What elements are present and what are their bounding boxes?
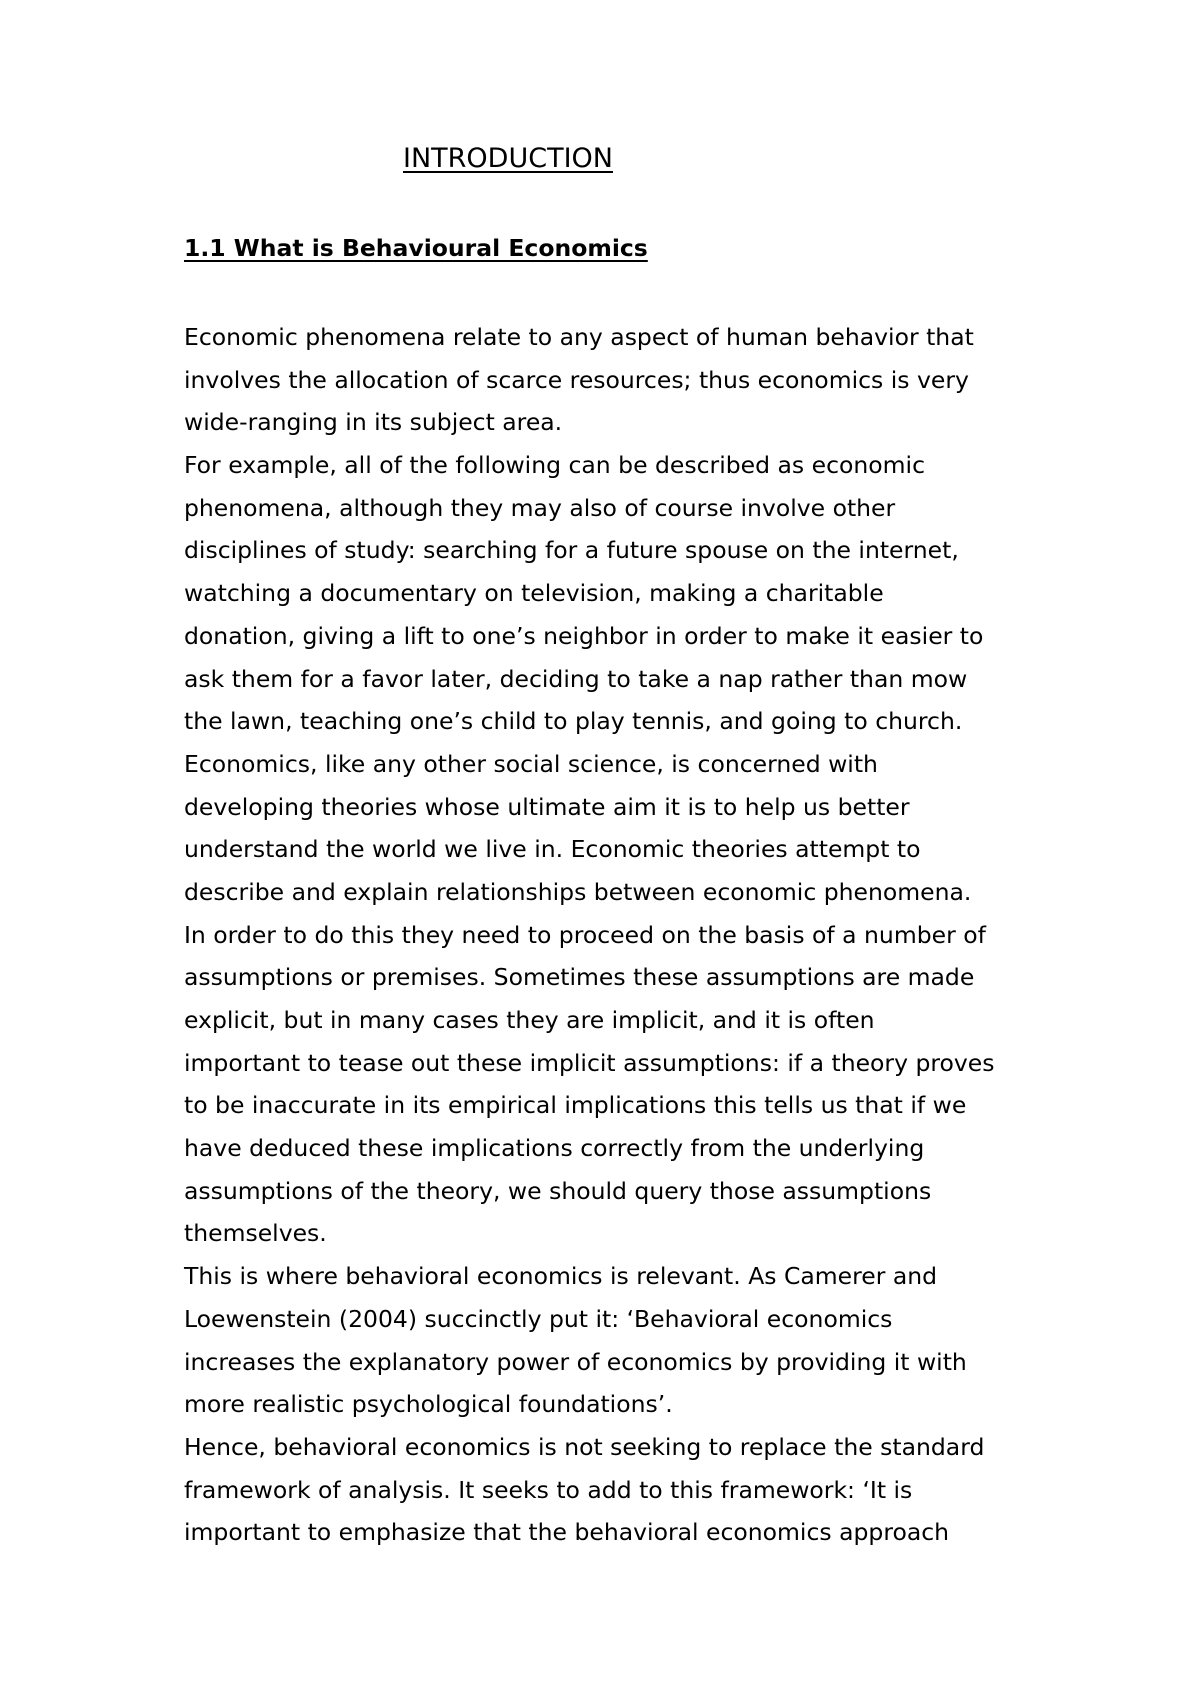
body-line: assumptions or premises. Sometimes these assumptions are made [184,963,975,992]
body-line: framework of analysis. It seeks to add to this framework: ‘It is [184,1475,913,1504]
body-line: explicit, but in many cases they are implicit, and it is often [184,1006,875,1034]
body-line: Loewenstein (2004) succinctly put it: ‘Behavioral economics [184,1304,893,1333]
body-line: This is where behavioral economics is relevant. As Camerer and [184,1262,938,1291]
body-line: the lawn, teaching one’s child to play tennis, and going to church. [184,707,963,736]
body-line: themselves. [184,1219,327,1248]
body-line: developing theories whose ultimate aim it is to help us better [184,792,910,821]
body-line: understand the world we live in. Economic theories attempt to [184,835,921,864]
document-title: INTRODUCTION [403,143,613,174]
body-line: describe and explain relationships between economic phenomena. [184,877,972,906]
body-line: involves the allocation of scarce resources; thus economics is very [184,365,969,394]
body-line: donation, giving a lift to one’s neighbor in order to make it easier to [184,621,984,650]
body-line: ask them for a favor later, deciding to take a nap rather than mow [184,664,968,693]
body-line: important to emphasize that the behavioral economics approach [184,1518,950,1547]
section-heading: 1.1 What is Behavioural Economics [184,234,648,262]
body-line: disciplines of study: searching for a future spouse on the internet, [184,536,959,565]
body-line: wide-ranging in its subject area. [184,408,563,437]
body-line: For example, all of the following can be described as economic [184,451,925,480]
body-line: have deduced these implications correctly from the underlying [184,1134,925,1163]
body-line: watching a documentary on television, making a charitable [184,579,884,608]
body-line: assumptions of the theory, we should query those assumptions [184,1176,932,1205]
body-line: increases the explanatory power of economics by providing it with [184,1347,967,1376]
body-line: Economics, like any other social science, is concerned with [184,749,878,778]
body-line: more realistic psychological foundations’. [184,1390,673,1419]
body-line: Economic phenomena relate to any aspect of human behavior that [184,323,974,351]
body-line: to be inaccurate in its empirical implications this tells us that if we [184,1091,967,1120]
body-line: In order to do this they need to proceed on the basis of a number of [184,920,986,949]
body-line: important to tease out these implicit assumptions: if a theory proves [184,1048,995,1077]
body-text [184,316,1064,1554]
body-line: Hence, behavioral economics is not seeking to replace the standard [184,1432,985,1461]
body-line: phenomena, although they may also of course involve other [184,493,896,522]
